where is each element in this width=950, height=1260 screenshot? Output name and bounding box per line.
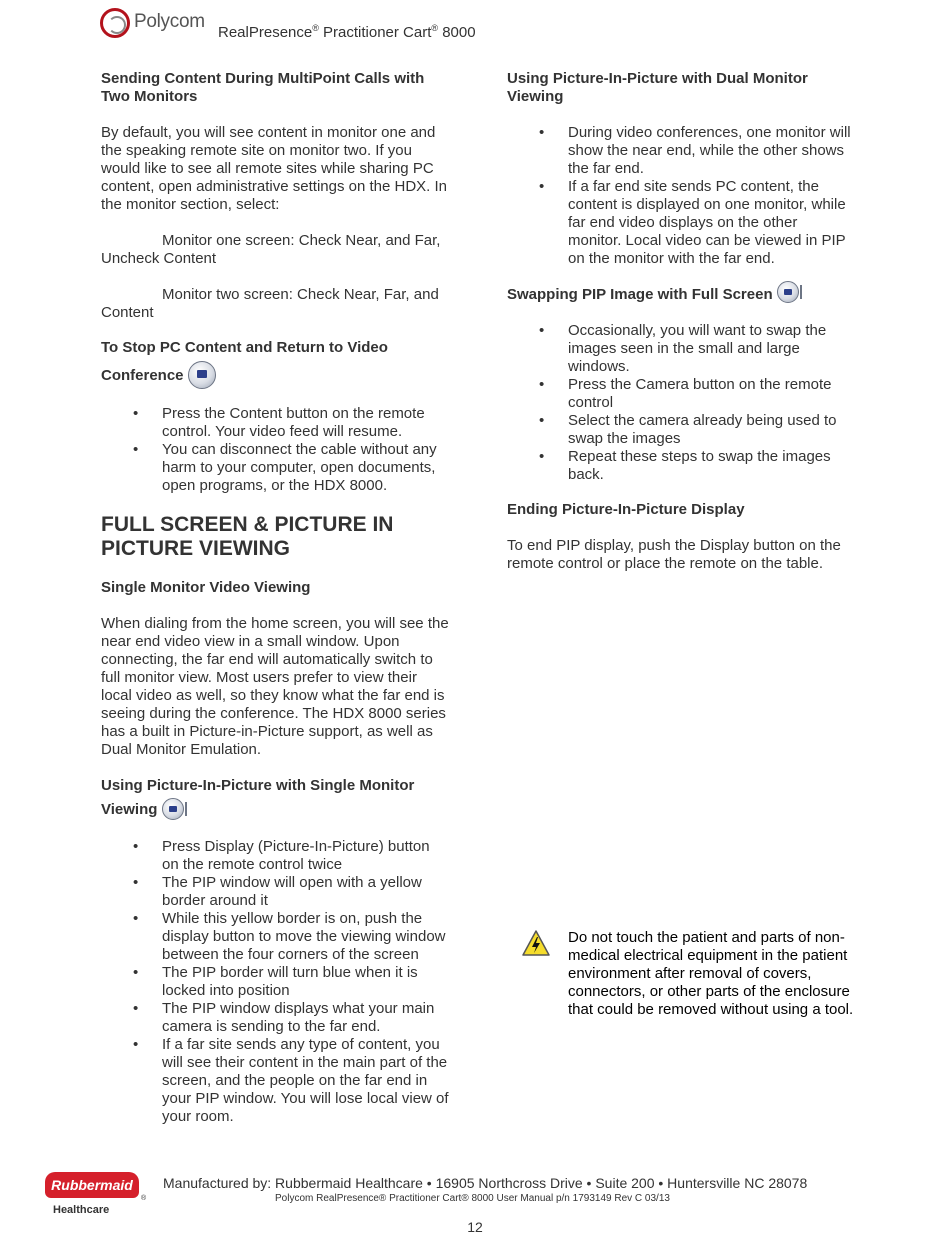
- monitor-one-setting: Monitor one screen: Check Near, and Far, Uncheck Content: [101, 232, 441, 267]
- polycom-logo-text: Polycom: [134, 11, 205, 32]
- swap-pip-list: [507, 322, 852, 484]
- list-item: • Occasionally, you will want to swap the images seen in the small and large windows.: [507, 322, 852, 376]
- list-item: • Press the Camera button on the remote control: [507, 376, 852, 412]
- pip-dual-list: [507, 124, 852, 268]
- section-heading-multipoint: Sending Content During MultiPoint Calls with Two Monitors: [101, 70, 425, 105]
- list-item: • Press Display (Picture-In-Picture) button on the remote control twice: [101, 838, 449, 874]
- monitor-two-setting: Monitor two screen: Check Near, Far, and Content: [101, 286, 439, 321]
- list-item: • During video conferences, one monitor will show the near end, while the other shows the far end.: [507, 124, 852, 178]
- paragraph-multipoint: By default, you will see content in monitor one and the speaking remote site on monitor two. If you would like to see all remote sites while sharing PC content, open administrative settings on the HDX. In the monitor section, select:: [101, 124, 448, 213]
- rubbermaid-healthcare-logo: Rubbermaid ® Healthcare: [45, 1172, 145, 1216]
- list-item: • While this yellow border is on, push the display button to move the viewing window between the four corners of the screen: [101, 910, 449, 964]
- polycom-logo-icon: [100, 8, 130, 38]
- footer-manufacturer: Manufactured by: Rubbermaid Healthcare • 16905 Northcross Drive • Suite 200 • Huntersville NC 28078: [163, 1175, 808, 1191]
- list-item: • If a far site sends any type of content, you will see their content in the main part of the screen, and the people on the far end in your PIP window. You will lose local view of your room.: [101, 1036, 449, 1126]
- page-number: 12: [467, 1219, 483, 1235]
- main-heading: FULL SCREEN & PICTURE IN PICTURE VIEWING: [101, 513, 394, 561]
- paragraph-ending-pip: To end PIP display, push the Display button on the remote control or place the remote on the table.: [507, 537, 841, 572]
- left-column: [101, 70, 449, 1126]
- list-item: • If a far end site sends PC content, the content is displayed on one monitor, while far end video displays on the other monitor. Local video can be viewed in PIP on the monitor with the far end.: [507, 178, 852, 268]
- stop-content-list: [101, 405, 449, 495]
- list-item: • Repeat these steps to swap the images back.: [507, 448, 852, 484]
- footer-document-id: Polycom RealPresence® Practitioner Cart® 8000 User Manual p/n 1793149 Rev C 03/13: [275, 1193, 670, 1204]
- list-item: • The PIP border will turn blue when it is locked into position: [101, 964, 449, 1000]
- section-heading-swap-pip: Swapping PIP Image with Full Screen: [507, 286, 852, 304]
- list-item: • Press the Content button on the remote control. Your video feed will resume.: [101, 405, 449, 441]
- warning-text: Do not touch the patient and parts of non-medical electrical equipment in the patient environment after removal of covers, connectors, or other parts of the enclosure that could be removed without using a tool.: [568, 929, 854, 1018]
- rubbermaid-logo-badge: Rubbermaid: [45, 1172, 139, 1198]
- display-button-icon: [162, 798, 188, 820]
- list-item: • You can disconnect the cable without any harm to your computer, open documents, open programs, or the HDX 8000.: [101, 441, 449, 495]
- pip-single-list: [101, 838, 449, 1126]
- list-item: • The PIP window displays what your main camera is sending to the far end.: [101, 1000, 449, 1036]
- list-item: • Select the camera already being used to swap the images: [507, 412, 852, 448]
- section-heading-ending-pip: Ending Picture-In-Picture Display: [507, 501, 745, 518]
- polycom-logo: [100, 8, 212, 40]
- rubbermaid-logo-subtitle: Healthcare: [53, 1204, 110, 1216]
- section-heading-single-monitor: Single Monitor Video Viewing: [101, 579, 311, 597]
- header-title: RealPresence® Practitioner Cart® 8000: [218, 23, 476, 41]
- list-item: • The PIP window will open with a yellow border around it: [101, 874, 449, 910]
- electrical-hazard-icon: [521, 929, 551, 957]
- section-heading-stop-content: To Stop PC Content and Return to Video Conference: [101, 339, 449, 387]
- camera-button-icon: [777, 281, 803, 303]
- section-heading-pip-single: Using Picture-In-Picture with Single Monitor Viewing: [101, 777, 449, 820]
- right-column: [507, 70, 852, 573]
- section-heading-pip-dual: Using Picture-In-Picture with Dual Monitor Viewing: [507, 70, 808, 105]
- paragraph-single-monitor: When dialing from the home screen, you will see the near end video view in a small window. Upon connecting, the far end will automatically switch to full monitor view. Most users prefer to view their local video as well, so they know what the far end is seeing during the conference. The HDX 8000 series has a built in Picture-in-Picture support, as well as Dual Monitor Emulation.: [101, 615, 449, 759]
- content-button-icon: [188, 361, 216, 387]
